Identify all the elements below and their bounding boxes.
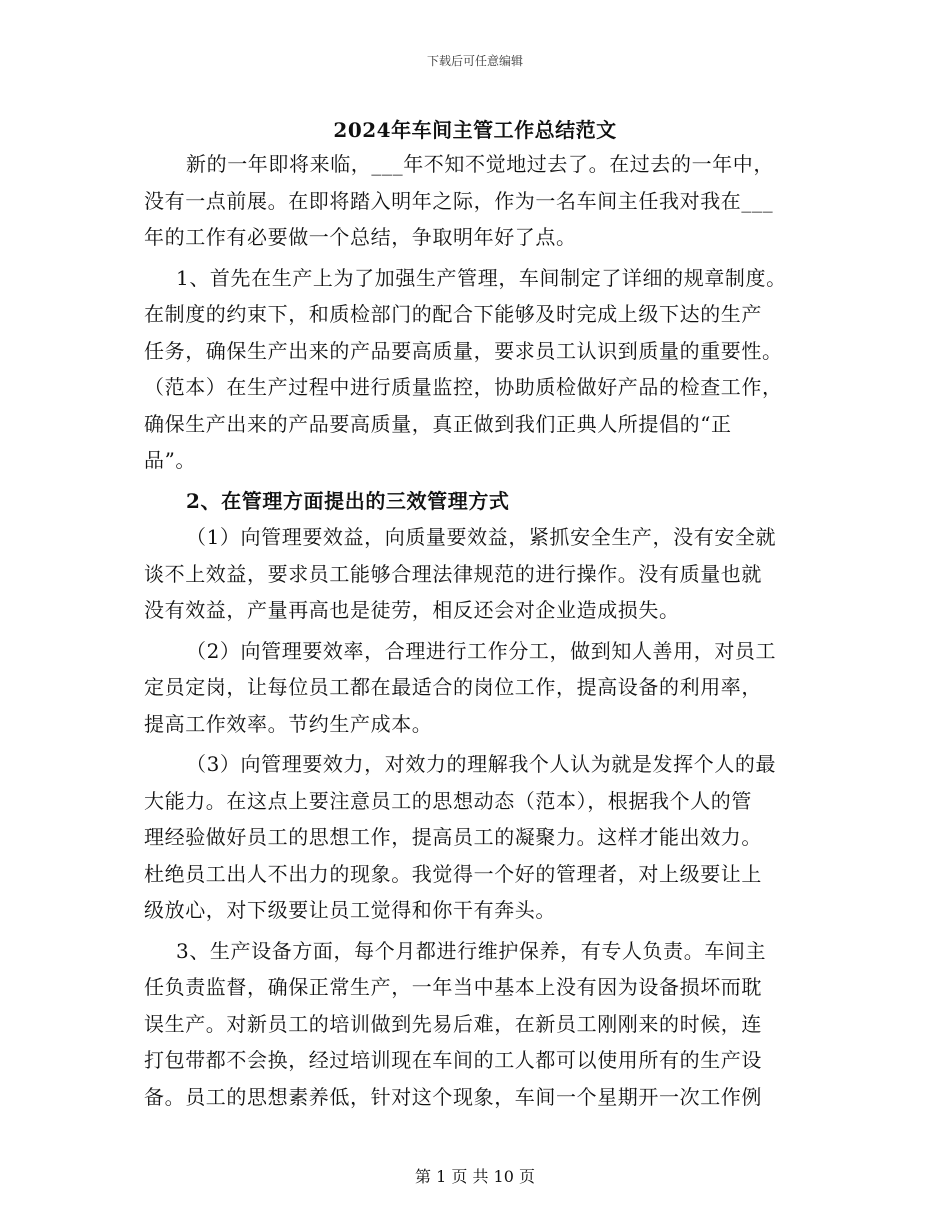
paragraph-line: （3）向管理要效力，对效力的理解我个人认为就是发挥个人的最 bbox=[186, 752, 777, 776]
paragraph-line: 3、生产设备方面，每个月都进行维护保养，有专人负责。车间主 bbox=[176, 938, 767, 963]
document-body bbox=[144, 146, 826, 1115]
paragraph-line: 谈不上效益，要求员工能够合理法律规范的进行操作。没有质量也就 bbox=[144, 561, 762, 586]
page-footer: 第 1 页 共 10 页 bbox=[415, 1167, 535, 1186]
paragraph-line: 备。员工的思想素养低，针对这个现象，车间一个星期开一次工作例 bbox=[144, 1084, 762, 1109]
paragraph-line: 打包带都不会换，经过培训现在车间的工人都可以使用所有的生产设 bbox=[144, 1048, 762, 1072]
paragraph-line: 确保生产出来的产品要高质量，真正做到我们正典人所提倡的“正 bbox=[144, 411, 732, 436]
paragraph-line: 级放心，对下级要让员工觉得和你干有奔头。 bbox=[144, 898, 556, 922]
paragraph-line: 定员定岗，让每位员工都在最适合的岗位工作，提高设备的利用率， bbox=[144, 675, 762, 699]
paragraph-line: 1、首先在生产上为了加强生产管理，车间制定了详细的规章制度。 bbox=[176, 265, 787, 290]
paragraph-line: 任负责监督，确保正常生产，一年当中基本上没有因为设备损坏而耽 bbox=[144, 975, 762, 999]
paragraph-line: 在制度的约束下，和质检部门的配合下能够及时完成上级下达的生产 bbox=[144, 302, 762, 326]
paragraph-line: 误生产。对新员工的培训做到先易后难，在新员工刚刚来的时候，连 bbox=[144, 1011, 762, 1036]
paragraph-line: 任务，确保生产出来的产品要高质量，要求员工认识到质量的重要性。 bbox=[144, 338, 783, 363]
header-note: 下载后可任意编辑 bbox=[426, 54, 523, 68]
paragraph-line: 提高工作效率。节约生产成本。 bbox=[144, 711, 433, 736]
paragraph-line: 年的工作有必要做一个总结，争取明年好了点。 bbox=[144, 225, 577, 249]
paragraph-line: 品”。 bbox=[144, 448, 197, 472]
document-title: 2024年车间主管工作总结范文 bbox=[333, 118, 617, 142]
paragraph-line: 新的一年即将来临，___年不知不觉地过去了。在过去的一年中， bbox=[186, 152, 774, 176]
section-heading: 2、在管理方面提出的三效管理方式 bbox=[186, 488, 510, 513]
paragraph-line: （1）向管理要效益，向质量要效益，紧抓安全生产，没有安全就 bbox=[186, 525, 777, 549]
paragraph-line: 杜绝员工出人不出力的现象。我觉得一个好的管理者，对上级要让上 bbox=[144, 861, 762, 886]
paragraph-line: 没有一点前展。在即将踏入明年之际，作为一名车间主任我对我在___ bbox=[144, 188, 774, 213]
paragraph-line: （范本）在生产过程中进行质量监控，协助质检做好产品的检查工作， bbox=[144, 375, 783, 399]
paragraph-line: 理经验做好员工的思想工作，提高员工的凝聚力。这样才能出效力。 bbox=[144, 825, 762, 849]
paragraph-line: （2）向管理要效率，合理进行工作分工，做到知人善用，对员工 bbox=[186, 638, 777, 663]
paragraph-line: 大能力。在这点上要注意员工的思想动态（范本），根据我个人的管 bbox=[144, 788, 752, 813]
paragraph-line: 没有效益，产量再高也是徒劳，相反还会对企业造成损失。 bbox=[144, 598, 680, 622]
